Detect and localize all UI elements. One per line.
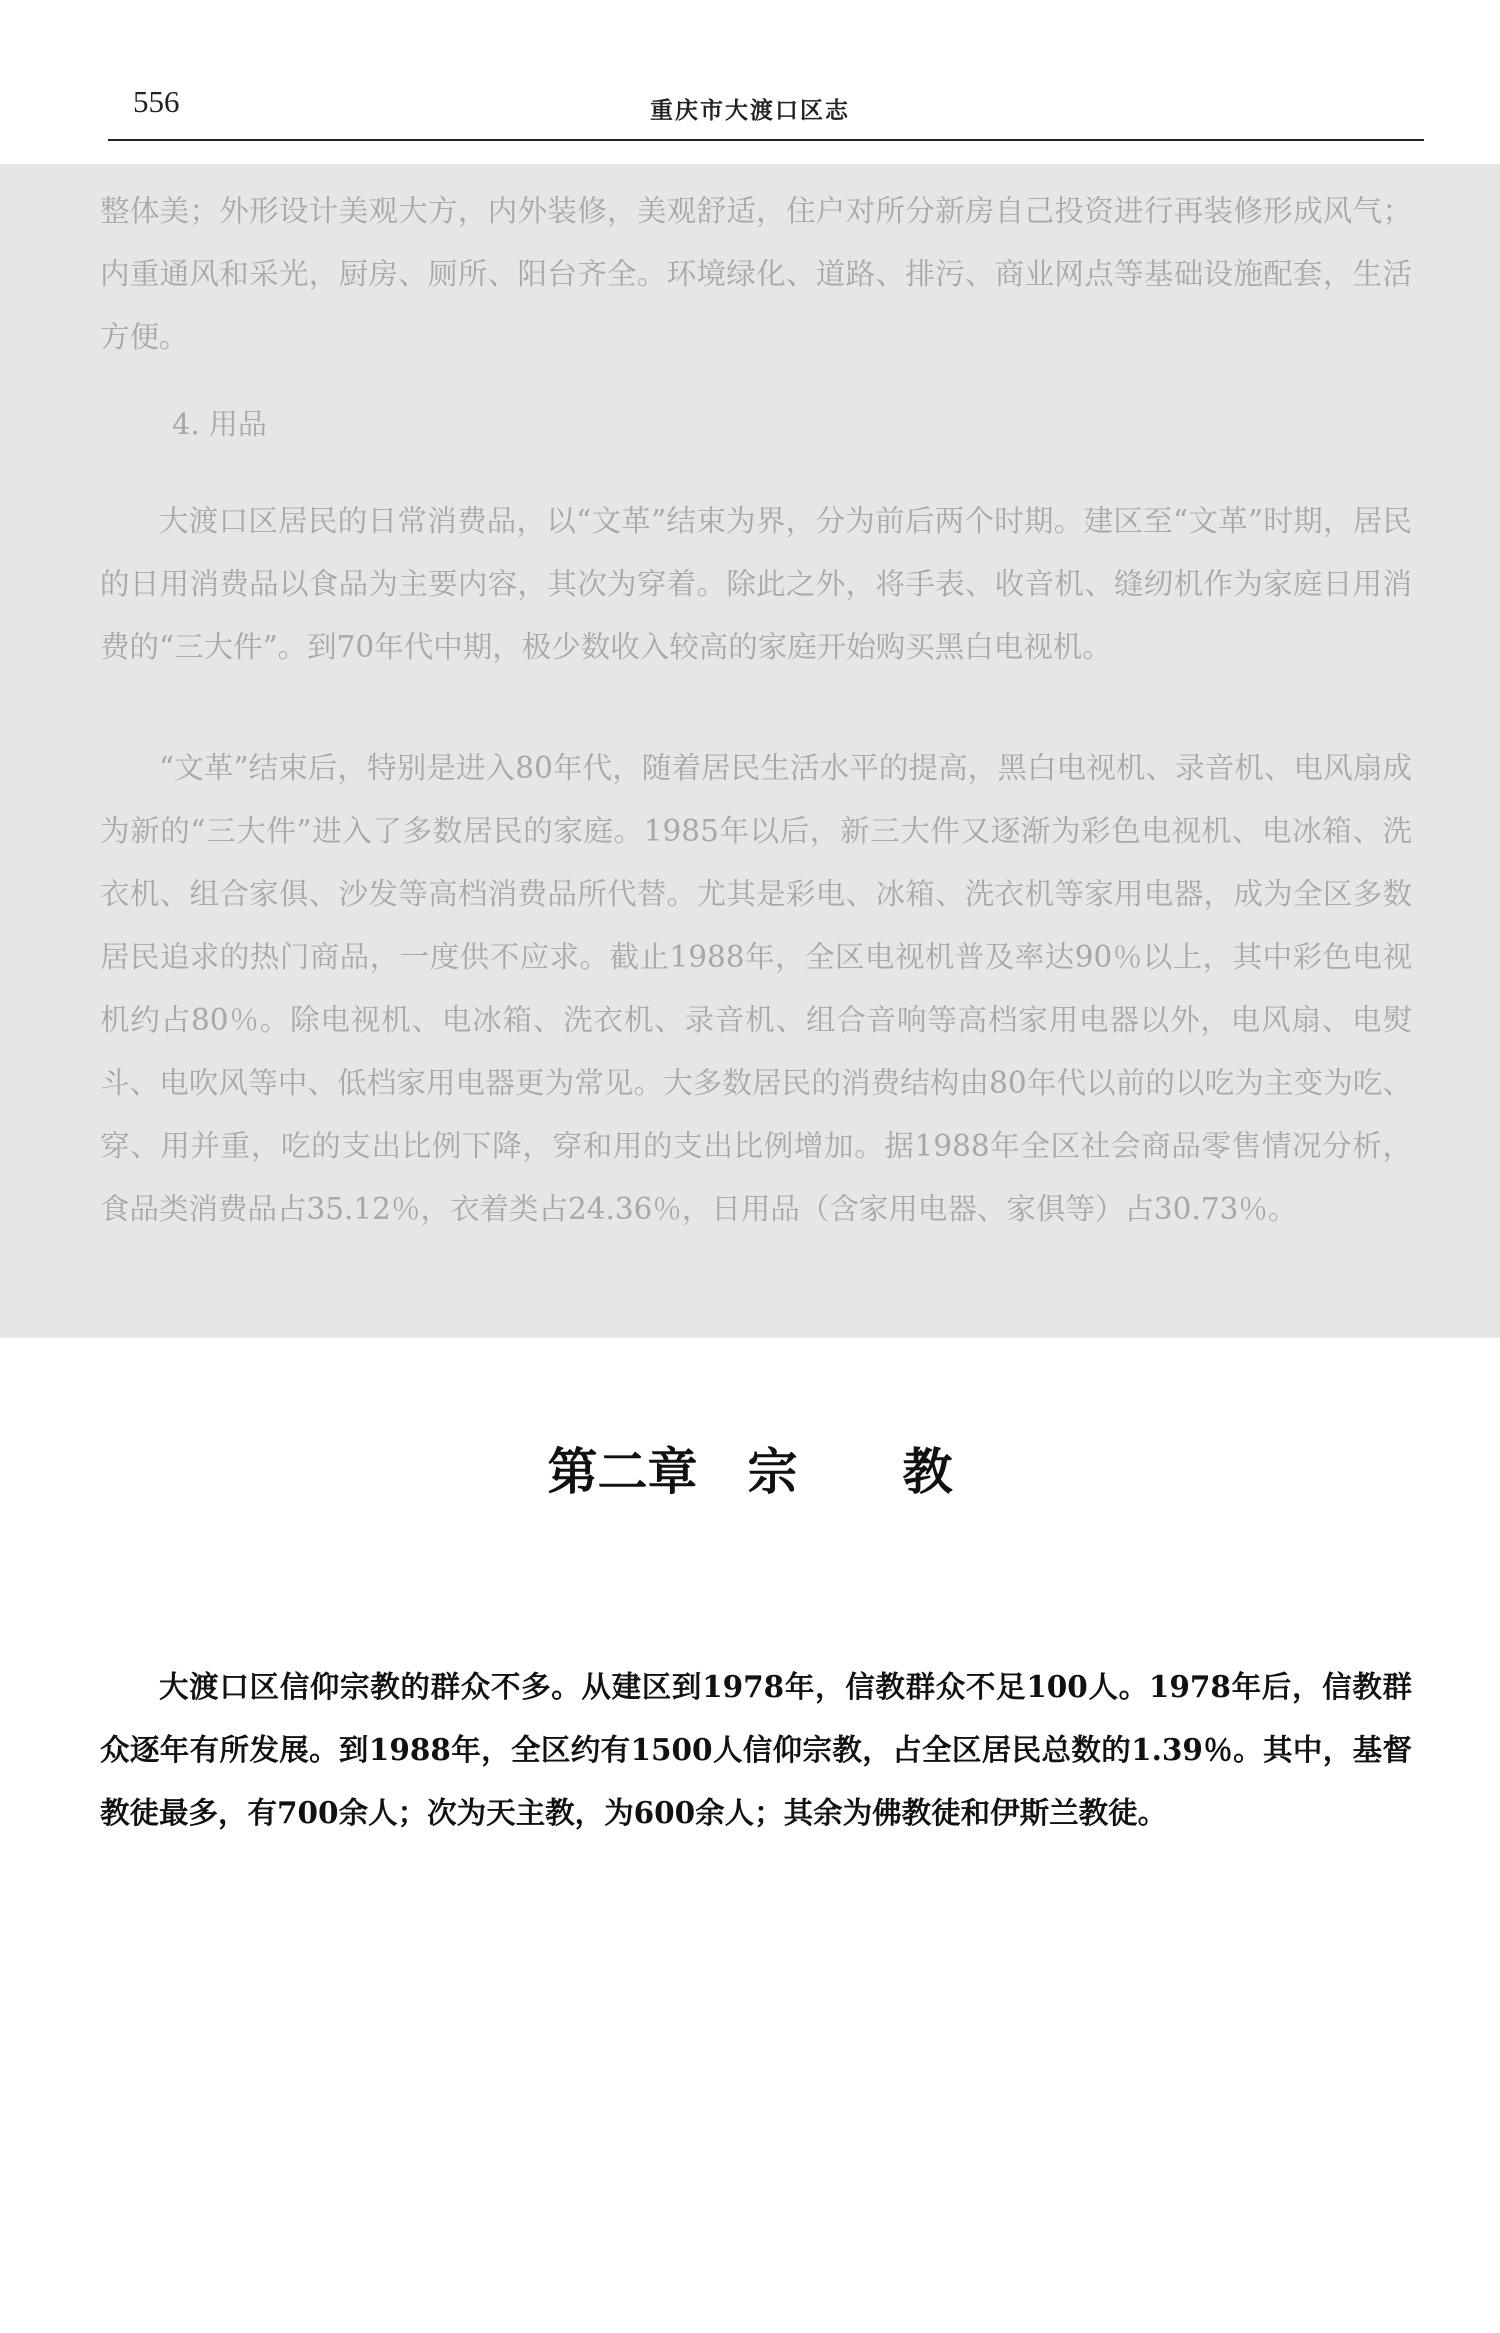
religion-paragraph — [100, 1655, 1412, 1844]
chapter-title — [0, 1432, 1500, 1504]
paragraph-text: “文革”结束后，特别是进入80年代，随着居民生活水平的提高，黑白电视机、录音机、电风扇成为新的“三大件”进入了多数居民的家庭。1985年以后，新三大件又逐渐为彩色电视机、电冰箱、洗衣机、组合家俱、沙发等高档消费品所代替。尤其是彩电、冰箱、洗衣机等家用电器，成为全区多数居民追求的热门商品，一度供不应求。截止1988年，全区电视机普及率达90％以上，其中彩色电视机约占80％。除电视机、电冰箱、洗衣机、录音机、组合音响等高档家用电器以外，电风扇、电熨斗、电吹风等中、低档家用电器更为常见。大多数居民的消费结构由80年代以前的以吃为主变为吃、穿、用并重，吃的支出比例下降，穿和用的支出比例增加。据1988年全区社会商品零售情况分析，食品类消费品占35.12％，衣着类占24.36％，日用品（含家用电器、家俱等）占30.73％。 — [100, 751, 1412, 1226]
header-rule — [108, 139, 1424, 141]
continued-paragraph — [100, 180, 1412, 369]
paragraph-text: 大渡口区信仰宗教的群众不多。从建区到1978年，信教群众不足100人。1978年后，信教群众逐年有所发展。到1988年，全区约有1500人信仰宗教，占全区居民总数的1.39％。其中，基督教徒最多，有700余人；次为天主教，为600余人；其余为佛教徒和伊斯兰教徒。 — [100, 1669, 1412, 1830]
chapter-title-char-2: 教 — [902, 1443, 953, 1501]
continued-paragraph-text: 整体美；外形设计美观大方，内外装修，美观舒适，住户对所分新房自己投资进行再装修形成风气；内重通风和采光，厨房、厕所、阳台齐全。环境绿化、道路、排污、商业网点等基础设施配套，生活方便。 — [100, 194, 1412, 354]
paragraph-consumer-goods-2 — [100, 737, 1412, 1241]
chapter-number: 第二章 — [547, 1443, 698, 1501]
running-title: 重庆市大渡口区志 — [650, 98, 850, 124]
subsection-heading: 4. 用品 — [172, 407, 267, 441]
paragraph-text: 大渡口区居民的日常消费品，以“文革”结束为界，分为前后两个时期。建区至“文革”时期，居民的日用消费品以食品为主要内容，其次为穿着。除此之外，将手表、收音机、缝纫机作为家庭日用消费的“三大件”。到70年代中期，极少数收入较高的家庭开始购买黑白电视机。 — [100, 504, 1412, 664]
page-number: 556 — [133, 84, 180, 119]
chapter-title-char-1: 宗 — [747, 1443, 798, 1501]
paragraph-consumer-goods-1 — [100, 490, 1412, 679]
